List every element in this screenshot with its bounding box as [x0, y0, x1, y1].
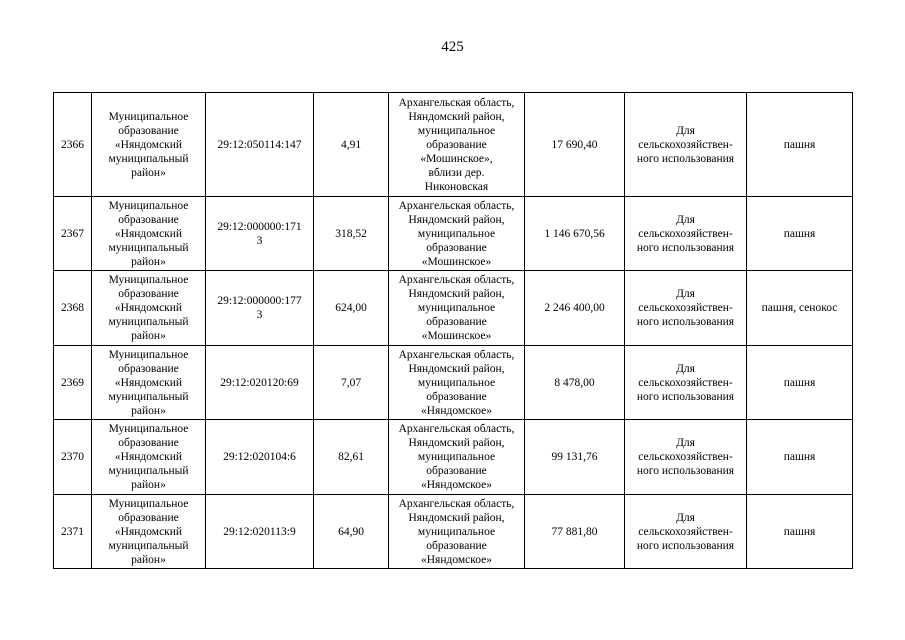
land-plots-table [53, 92, 853, 569]
address-line: образование [426, 539, 487, 552]
cadastral-number-cell [206, 93, 314, 197]
owner-cell [92, 93, 206, 197]
price-cell: 2 246 400,00 [525, 271, 625, 346]
category-line: сельскохозяйствен- [638, 302, 733, 314]
row-number-cell: 2369 [54, 346, 92, 420]
category-line: Для [676, 213, 695, 226]
address-line: Няндомский район, [408, 437, 505, 449]
address-cell [389, 346, 525, 420]
owner-cell [92, 346, 206, 420]
owner-line: образование [118, 437, 179, 449]
address-line: Архангельская область, [398, 96, 515, 109]
category-line: сельскохозяйствен- [638, 451, 733, 463]
price-cell: 1 146 670,56 [525, 197, 625, 271]
category-cell [625, 495, 747, 569]
price-cell: 77 881,80 [525, 495, 625, 569]
category-cell [625, 271, 747, 346]
address-line: Няндомский район, [408, 511, 505, 524]
area-cell: 7,07 [314, 346, 389, 420]
address-cell [389, 93, 525, 197]
cadastral-line: 29:12:020104:6 [223, 451, 296, 463]
category-line: Для [676, 288, 695, 300]
row-number-cell: 2368 [54, 271, 92, 346]
category-line: ного использования [636, 539, 735, 552]
address-line: муниципальное [417, 124, 496, 137]
land-use-cell: пашня, сенокос [747, 271, 853, 346]
owner-line: Муниципальное [108, 423, 189, 435]
owner-line: образование [118, 213, 179, 226]
owner-line: район» [131, 404, 166, 417]
address-line: Никоновская [424, 180, 489, 193]
category-cell [625, 197, 747, 271]
cadastral-line: 3 [256, 309, 263, 321]
area-cell: 82,61 [314, 420, 389, 495]
owner-line: район» [131, 330, 166, 342]
owner-line: район» [131, 553, 166, 566]
address-line: «Мошинское» [421, 330, 492, 342]
page-number: 425 [441, 39, 464, 55]
owner-line: муниципальный [108, 152, 189, 165]
owner-cell [92, 197, 206, 271]
owner-line: муниципальный [108, 316, 189, 328]
owner-cell [92, 420, 206, 495]
address-line: образование [426, 316, 487, 328]
category-cell [625, 420, 747, 495]
cadastral-line: 29:12:050114:147 [217, 138, 302, 151]
owner-line: Муниципальное [108, 110, 189, 123]
cadastral-number-cell [206, 271, 314, 346]
address-line: «Няндомское» [420, 479, 492, 491]
owner-line: образование [118, 511, 179, 524]
owner-cell [92, 271, 206, 346]
category-line: сельскохозяйствен- [638, 138, 733, 151]
owner-line: «Няндомский [114, 451, 183, 463]
address-line: Архангельская область, [398, 348, 515, 361]
table-row [54, 420, 853, 495]
cadastral-line: 29:12:000000:171 [217, 220, 302, 233]
address-line: «Мошинское», [420, 152, 493, 165]
category-cell [625, 93, 747, 197]
owner-cell [92, 495, 206, 569]
cadastral-number-cell [206, 420, 314, 495]
owner-line: муниципальный [108, 539, 189, 552]
category-line: Для [676, 362, 695, 375]
address-line: Няндомский район, [408, 213, 505, 226]
owner-line: «Няндомский [114, 138, 183, 151]
owner-line: образование [118, 362, 179, 375]
address-line: Няндомский район, [408, 110, 505, 123]
address-line: муниципальное [417, 376, 496, 389]
category-line: ного использования [636, 241, 735, 254]
row-number-cell: 2371 [54, 495, 92, 569]
table-row [54, 197, 853, 271]
category-line: ного использования [636, 316, 735, 328]
price-cell: 8 478,00 [525, 346, 625, 420]
area-cell: 624,00 [314, 271, 389, 346]
cadastral-number-cell [206, 346, 314, 420]
area-cell: 318,52 [314, 197, 389, 271]
land-use-cell: пашня [747, 93, 853, 197]
category-line: сельскохозяйствен- [638, 227, 733, 240]
owner-line: «Няндомский [114, 525, 183, 538]
address-line: Архангельская область, [398, 274, 515, 286]
category-line: Для [676, 511, 695, 524]
owner-line: район» [131, 166, 166, 179]
land-use-cell: пашня [747, 495, 853, 569]
area-cell: 4,91 [314, 93, 389, 197]
owner-line: муниципальный [108, 465, 189, 477]
address-cell [389, 271, 525, 346]
row-number-cell: 2370 [54, 420, 92, 495]
category-line: Для [676, 124, 695, 137]
owner-line: «Няндомский [114, 376, 183, 389]
owner-line: Муниципальное [108, 274, 189, 286]
address-line: муниципальное [417, 227, 496, 240]
address-line: Архангельская область, [398, 423, 515, 435]
address-line: вблизи дер. [428, 166, 485, 179]
address-line: образование [426, 138, 487, 151]
address-line: Няндомский район, [408, 288, 505, 300]
address-cell [389, 197, 525, 271]
cadastral-line: 29:12:020113:9 [223, 525, 296, 538]
table-row [54, 346, 853, 420]
table-row [54, 271, 853, 346]
cadastral-line: 3 [256, 234, 263, 247]
owner-line: образование [118, 288, 179, 300]
address-cell [389, 495, 525, 569]
area-cell: 64,90 [314, 495, 389, 569]
cadastral-line: 29:12:000000:177 [217, 295, 302, 307]
owner-line: район» [131, 479, 166, 491]
owner-line: муниципальный [108, 390, 189, 403]
address-line: муниципальное [417, 451, 496, 463]
row-number-cell: 2366 [54, 93, 92, 197]
address-line: «Няндомское» [420, 553, 492, 566]
cadastral-number-cell [206, 495, 314, 569]
category-line: ного использования [636, 390, 735, 403]
table-row [54, 93, 853, 197]
address-line: Архангельская область, [398, 497, 515, 510]
category-line: ного использования [636, 465, 735, 477]
land-use-cell: пашня [747, 197, 853, 271]
owner-line: Муниципальное [108, 497, 189, 510]
row-number-cell: 2367 [54, 197, 92, 271]
address-line: Няндомский район, [408, 362, 505, 375]
land-use-cell: пашня [747, 420, 853, 495]
address-line: муниципальное [417, 525, 496, 538]
price-cell: 99 131,76 [525, 420, 625, 495]
address-line: образование [426, 465, 487, 477]
address-line: образование [426, 390, 487, 403]
category-line: сельскохозяйствен- [638, 376, 733, 389]
cadastral-number-cell [206, 197, 314, 271]
owner-line: район» [131, 255, 166, 268]
cadastral-line: 29:12:020120:69 [220, 376, 299, 389]
owner-line: муниципальный [108, 241, 189, 254]
address-line: муниципальное [417, 302, 496, 314]
owner-line: образование [118, 124, 179, 137]
price-cell: 17 690,40 [525, 93, 625, 197]
land-use-cell: пашня [747, 346, 853, 420]
address-line: «Мошинское» [421, 255, 492, 268]
address-cell [389, 420, 525, 495]
address-line: «Няндомское» [420, 404, 492, 417]
owner-line: Муниципальное [108, 348, 189, 361]
category-line: Для [676, 437, 695, 449]
address-line: образование [426, 241, 487, 254]
address-line: Архангельская область, [398, 199, 515, 212]
owner-line: Муниципальное [108, 199, 189, 212]
owner-line: «Няндомский [114, 302, 183, 314]
table-row [54, 495, 853, 569]
category-cell [625, 346, 747, 420]
owner-line: «Няндомский [114, 227, 183, 240]
category-line: ного использования [636, 152, 735, 165]
category-line: сельскохозяйствен- [638, 525, 733, 538]
